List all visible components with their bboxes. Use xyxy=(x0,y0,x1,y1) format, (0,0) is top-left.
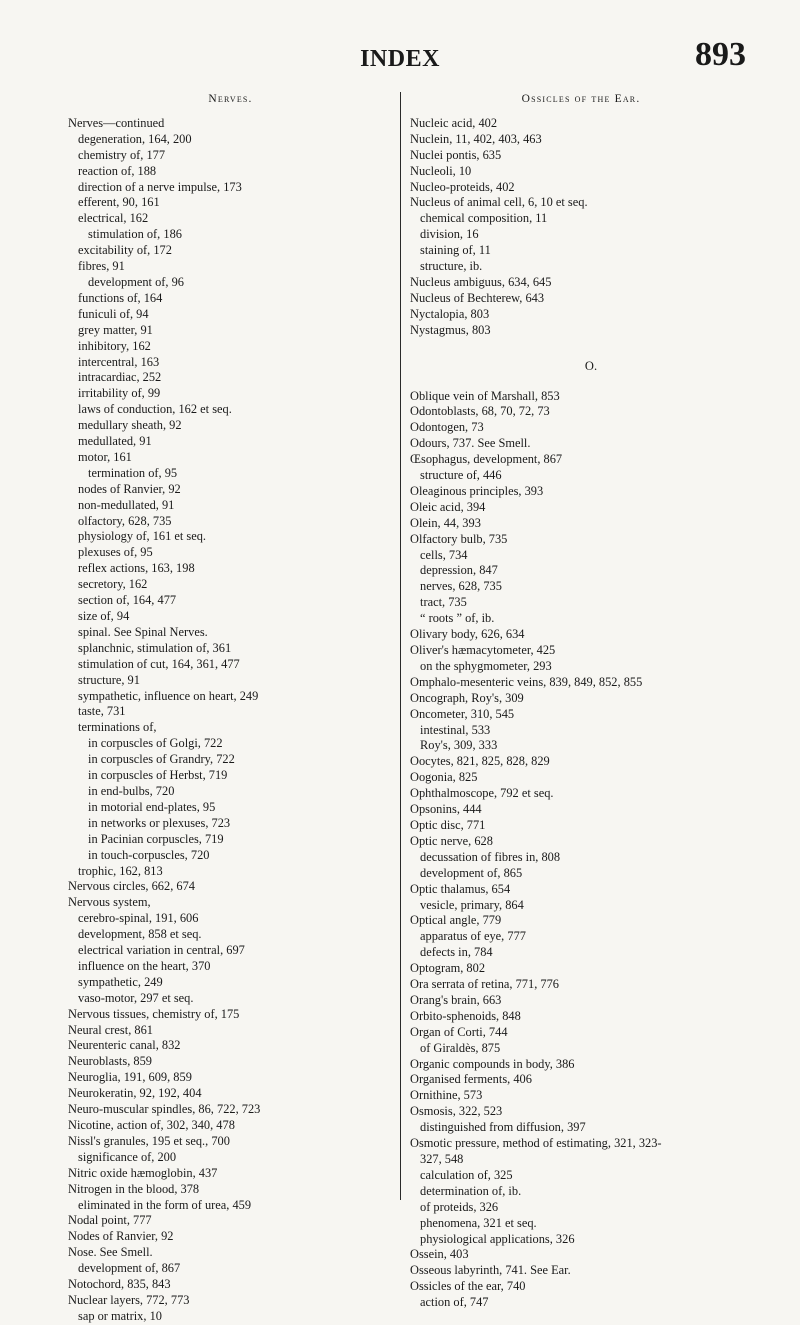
index-entry: Neuro-muscular spindles, 86, 722, 723 xyxy=(68,1102,261,1117)
index-entry: electrical variation in central, 697 xyxy=(78,943,245,958)
index-entry: vesicle, primary, 864 xyxy=(420,897,524,912)
index-entry: division, 16 xyxy=(420,227,479,242)
index-entry: Neuroglia, 191, 609, 859 xyxy=(68,1070,192,1085)
index-entry: in corpuscles of Golgi, 722 xyxy=(88,736,223,751)
index-entry: secretory, 162 xyxy=(78,577,148,592)
index-entry: Osmosis, 322, 523 xyxy=(410,1104,503,1119)
index-entry: in corpuscles of Herbst, 719 xyxy=(88,768,228,783)
index-entry: influence on the heart, 370 xyxy=(78,958,211,973)
page-number: 893 xyxy=(695,36,746,73)
right-column-heading: Ossicles of the Ear. xyxy=(521,93,641,105)
index-entry: Nodes of Ranvier, 92 xyxy=(68,1229,174,1244)
index-entry: physiological applications, 326 xyxy=(420,1231,575,1246)
index-entry: in Pacinian corpuscles, 719 xyxy=(88,831,224,846)
index-entry: Nitric oxide hæmoglobin, 437 xyxy=(68,1165,218,1180)
index-entry: Nerves—continued xyxy=(68,115,165,130)
index-entry: cells, 734 xyxy=(420,547,468,562)
index-entry: excitability of, 172 xyxy=(78,243,172,258)
index-entry: Organic compounds in body, 386 xyxy=(410,1056,575,1071)
index-entry: distinguished from diffusion, 397 xyxy=(420,1120,586,1135)
index-entry: tract, 735 xyxy=(420,595,467,610)
index-entry: medullated, 91 xyxy=(78,434,152,449)
index-entry: cerebro-spinal, 191, 606 xyxy=(78,911,199,926)
index-entry: Ophthalmoscope, 792 et seq. xyxy=(410,786,554,801)
index-entry: plexuses of, 95 xyxy=(78,545,153,560)
index-entry: Orang's brain, 663 xyxy=(410,992,502,1007)
index-entry: Optical angle, 779 xyxy=(410,913,502,928)
index-entry: Oocytes, 821, 825, 828, 829 xyxy=(410,754,550,769)
index-entry: chemistry of, 177 xyxy=(78,147,166,162)
index-entry: Nodal point, 777 xyxy=(68,1213,152,1228)
index-entry: Nucleo-proteids, 402 xyxy=(410,179,515,194)
index-entry: electrical, 162 xyxy=(78,211,149,226)
index-entry: Osmotic pressure, method of estimating, 321, 323- xyxy=(410,1136,662,1151)
index-entry: olfactory, 628, 735 xyxy=(78,513,172,528)
index-entry: intracardiac, 252 xyxy=(78,370,162,385)
left-column-heading: Nerves. xyxy=(208,93,253,105)
index-entry: Ornithine, 573 xyxy=(410,1088,483,1103)
index-entry: funiculi of, 94 xyxy=(78,306,149,321)
index-entry: taste, 731 xyxy=(78,704,126,719)
index-entry: development of, 865 xyxy=(420,865,523,880)
page-header xyxy=(0,38,800,88)
index-entry: vaso-motor, 297 et seq. xyxy=(78,990,194,1005)
right-column xyxy=(410,92,772,1310)
index-entry: Odontogen, 73 xyxy=(410,420,484,435)
index-entry: splanchnic, stimulation of, 361 xyxy=(78,640,232,655)
index-entry: sympathetic, 249 xyxy=(78,974,163,989)
index-entry: degeneration, 164, 200 xyxy=(78,131,192,146)
index-entry: physiology of, 161 et seq. xyxy=(78,529,207,544)
index-entry: Neurenteric canal, 832 xyxy=(68,1038,181,1053)
index-entry: of proteids, 326 xyxy=(420,1199,499,1214)
index-entry: nodes of Ranvier, 92 xyxy=(78,481,181,496)
index-entry: structure, ib. xyxy=(420,259,483,274)
index-entry: determination of, ib. xyxy=(420,1183,522,1198)
index-entry: development, 858 et seq. xyxy=(78,927,202,942)
index-entry: Nucleoli, 10 xyxy=(410,163,472,178)
index-entry: Nucleus of Bechterew, 643 xyxy=(410,290,545,305)
index-entry: in networks or plexuses, 723 xyxy=(88,815,231,830)
index-entry: Optic disc, 771 xyxy=(410,817,486,832)
index-entry: development of, 96 xyxy=(88,274,185,289)
index-entry: sap or matrix, 10 xyxy=(78,1308,162,1323)
index-entry: spinal. See Spinal Nerves. xyxy=(78,624,208,639)
index-entry: defects in, 784 xyxy=(420,945,493,960)
index-entry: size of, 94 xyxy=(78,609,130,623)
index-entry: Notochord, 835, 843 xyxy=(68,1277,171,1292)
index-entry: Oblique vein of Marshall, 853 xyxy=(410,388,560,403)
index-entry: Nyctalopia, 803 xyxy=(410,306,490,321)
index-entry: Ossein, 403 xyxy=(410,1247,469,1262)
index-entry: phenomena, 321 et seq. xyxy=(420,1215,537,1230)
left-column xyxy=(68,92,393,1323)
index-entry: Organised ferments, 406 xyxy=(410,1072,532,1087)
index-entry: stimulation of, 186 xyxy=(88,227,182,242)
index-entry: Nuclei pontis, 635 xyxy=(410,147,502,162)
index-entry: Orbito-sphenoids, 848 xyxy=(410,1008,521,1023)
index-entry: Nissl's granules, 195 et seq., 700 xyxy=(68,1133,230,1148)
index-entry: section of, 164, 477 xyxy=(78,593,177,608)
index-entry: non-medullated, 91 xyxy=(78,497,175,512)
index-entry: sympathetic, influence on heart, 249 xyxy=(78,688,259,703)
index-entry: Oncograph, Roy's, 309 xyxy=(410,690,524,705)
index-entry: Nicotine, action of, 302, 340, 478 xyxy=(68,1118,235,1132)
index-entry: Oliver's hæmacytometer, 425 xyxy=(410,643,556,657)
index-entry: reflex actions, 163, 198 xyxy=(78,561,195,576)
section-letter: O. xyxy=(584,358,598,373)
index-entry: Nucleus of animal cell, 6, 10 et seq. xyxy=(410,195,588,210)
index-entry: decussation of fibres in, 808 xyxy=(420,849,561,864)
index-entry: Neurokeratin, 92, 192, 404 xyxy=(68,1086,202,1101)
index-entry: Optic thalamus, 654 xyxy=(410,881,511,896)
index-entry: Nitrogen in the blood, 378 xyxy=(68,1181,200,1196)
index-entry: Olfactory bulb, 735 xyxy=(410,531,508,546)
left-entry-list xyxy=(68,116,393,1325)
index-entry: Oleic acid, 394 xyxy=(410,499,486,514)
index-entry: development of, 867 xyxy=(78,1261,181,1276)
index-entry: functions of, 164 xyxy=(78,290,163,305)
index-entry: Nuclein, 11, 402, 403, 463 xyxy=(410,131,542,146)
index-entry: Opsonins, 444 xyxy=(410,802,482,817)
index-entry: Omphalo-mesenteric veins, 839, 849, 852, 855 xyxy=(410,674,643,689)
index-entry: 327, 548 xyxy=(420,1152,464,1166)
index-entry: depression, 847 xyxy=(420,563,498,578)
index-title: INDEX xyxy=(360,46,440,72)
index-entry: irritability of, 99 xyxy=(78,386,161,401)
index-entry: termination of, 95 xyxy=(88,465,178,480)
index-entry: grey matter, 91 xyxy=(78,322,153,337)
index-entry: Roy's, 309, 333 xyxy=(420,738,498,753)
index-entry: Odontoblasts, 68, 70, 72, 73 xyxy=(410,404,550,419)
index-entry: Œsophagus, development, 867 xyxy=(410,452,563,467)
index-entry: eliminated in the form of urea, 459 xyxy=(78,1197,252,1212)
index-entry: staining of, 11 xyxy=(420,243,491,258)
index-entry: Olivary body, 626, 634 xyxy=(410,627,525,642)
index-entry: structure, 91 xyxy=(78,672,140,687)
index-entry: motor, 161 xyxy=(78,449,132,464)
index-entry: in touch-corpuscles, 720 xyxy=(88,847,210,862)
index-entry: Organ of Corti, 744 xyxy=(410,1024,508,1039)
index-entry: on the sphygmometer, 293 xyxy=(420,658,552,673)
index-entry: stimulation of cut, 164, 361, 477 xyxy=(78,656,240,671)
index-entry: Nervous system, xyxy=(68,895,151,910)
index-entry: Osseous labyrinth, 741. See Ear. xyxy=(410,1263,571,1278)
index-entry: Neural crest, 861 xyxy=(68,1022,153,1037)
index-entry: inhibitory, 162 xyxy=(78,338,151,353)
index-entry: Ossicles of the ear, 740 xyxy=(410,1279,526,1294)
index-entry: significance of, 200 xyxy=(78,1149,177,1164)
right-entry-list-n xyxy=(410,116,772,339)
index-entry: intercentral, 163 xyxy=(78,354,160,369)
index-entry: Nuclear layers, 772, 773 xyxy=(68,1292,190,1307)
index-entry: “ roots ” of, ib. xyxy=(420,611,495,626)
index-entry: of Giraldès, 875 xyxy=(420,1040,501,1055)
index-entry: fibres, 91 xyxy=(78,259,125,274)
index-entry: direction of a nerve impulse, 173 xyxy=(78,179,242,194)
index-entry: laws of conduction, 162 et seq. xyxy=(78,402,232,417)
index-entry: nerves, 628, 735 xyxy=(420,579,502,594)
index-entry: medullary sheath, 92 xyxy=(78,418,182,433)
index-entry: Nervous tissues, chemistry of, 175 xyxy=(68,1006,240,1021)
index-entry: Nose. See Smell. xyxy=(68,1245,153,1260)
index-entry: structure of, 446 xyxy=(420,468,502,483)
column-divider xyxy=(400,92,401,1200)
index-entry: terminations of, xyxy=(78,720,157,735)
index-entry: Oogonia, 825 xyxy=(410,770,478,785)
index-entry: Oleaginous principles, 393 xyxy=(410,483,544,498)
index-entry: reaction of, 188 xyxy=(78,163,157,178)
index-entry: Optogram, 802 xyxy=(410,961,486,976)
index-entry: Nucleic acid, 402 xyxy=(410,115,498,130)
index-entry: intestinal, 533 xyxy=(420,722,491,737)
index-entry: Oncometer, 310, 545 xyxy=(410,706,515,721)
index-entry: Nystagmus, 803 xyxy=(410,322,491,337)
index-entry: Nucleus ambiguus, 634, 645 xyxy=(410,274,552,289)
index-entry: in motorial end-plates, 95 xyxy=(88,799,216,814)
index-entry: Ora serrata of retina, 771, 776 xyxy=(410,977,559,992)
index-entry: efferent, 90, 161 xyxy=(78,195,160,210)
right-entry-list-o xyxy=(410,389,772,1312)
index-entry: apparatus of eye, 777 xyxy=(420,929,526,944)
index-entry: action of, 747 xyxy=(420,1295,489,1310)
index-entry: Olein, 44, 393 xyxy=(410,515,481,530)
index-entry: in end-bulbs, 720 xyxy=(88,783,175,798)
index-entry: Nervous circles, 662, 674 xyxy=(68,879,195,894)
index-entry: trophic, 162, 813 xyxy=(78,863,163,878)
index-entry: calculation of, 325 xyxy=(420,1167,513,1182)
index-entry: Optic nerve, 628 xyxy=(410,833,493,848)
index-entry: Odours, 737. See Smell. xyxy=(410,436,531,451)
index-entry: Neuroblasts, 859 xyxy=(68,1054,152,1069)
index-entry: chemical composition, 11 xyxy=(420,211,548,226)
index-entry: in corpuscles of Grandry, 722 xyxy=(88,752,235,767)
